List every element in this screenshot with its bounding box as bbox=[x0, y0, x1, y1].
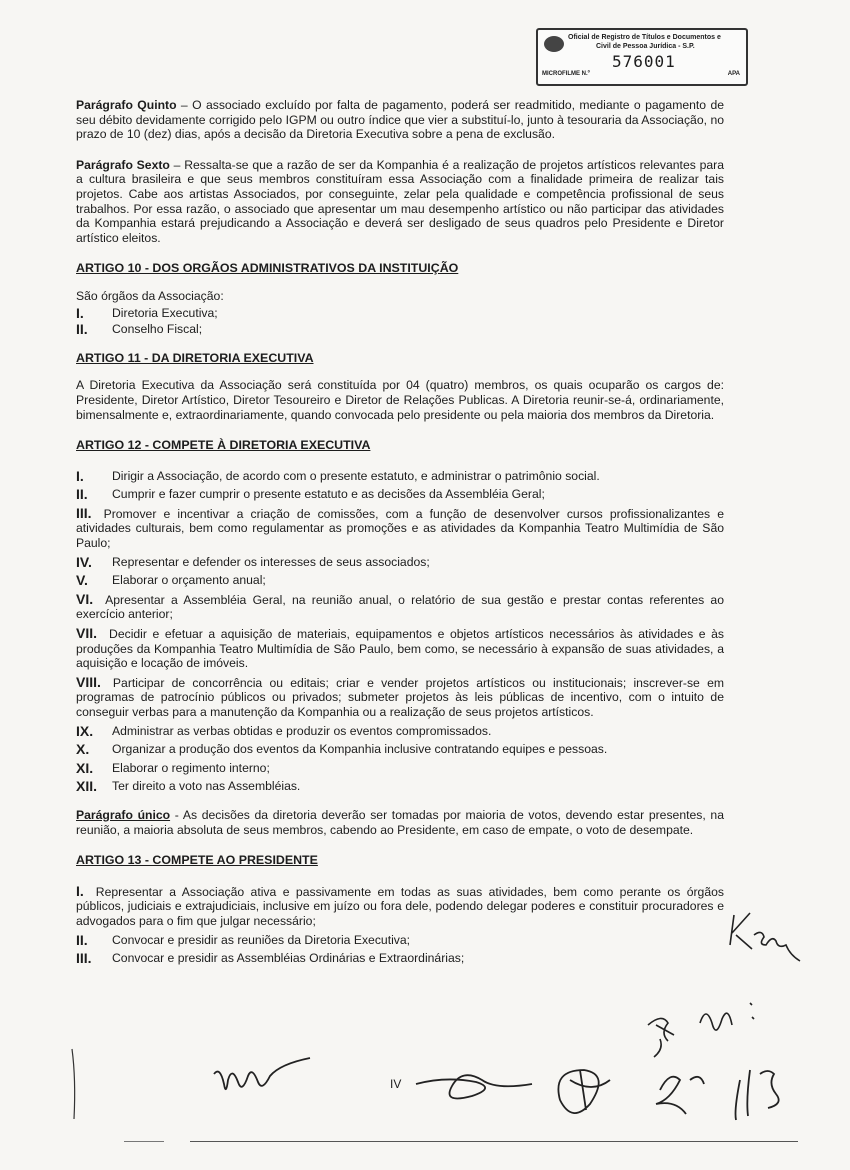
item-number: XII. bbox=[76, 778, 98, 795]
footer-rule bbox=[190, 1141, 798, 1142]
stamp-apa: APA bbox=[727, 71, 740, 77]
item-text: Participar de concorrência ou editais; criar e vender projetos artísticos ou institucionais; inscrever-se em programas de patrocínio públicos ou privados; submeter projetos às leis públicas de incentivo, com o intuito de conseguir verbas para a manutenção da Kompanhia ou a realização de seus projetos artísticos. bbox=[76, 675, 724, 719]
article-10-heading: ARTIGO 10 - DOS ORGÃOS ADMINISTRATIVOS DA INSTITUIÇÃO bbox=[76, 261, 459, 276]
footer-rule-left bbox=[124, 1141, 164, 1142]
list-item bbox=[76, 322, 724, 337]
document-body bbox=[76, 98, 724, 970]
margin-initial-signature bbox=[722, 905, 812, 975]
list-item bbox=[76, 675, 724, 720]
paragraph-lead: Parágrafo único bbox=[76, 807, 171, 822]
margin-mark-left bbox=[60, 1045, 90, 1135]
paragraph-lead: Parágrafo Sexto bbox=[76, 157, 170, 172]
list-item bbox=[76, 951, 724, 966]
paragraph-unico bbox=[76, 808, 724, 837]
article-11-heading: ARTIGO 11 - DA DIRETORIA EXECUTIVA bbox=[76, 350, 314, 365]
item-text: Diretoria Executiva; bbox=[112, 305, 218, 320]
list-item bbox=[76, 884, 724, 929]
registry-stamp bbox=[536, 28, 748, 86]
list-item bbox=[76, 306, 724, 321]
list-item bbox=[76, 592, 724, 622]
stamp-number: 576001 bbox=[612, 52, 676, 71]
item-number: X. bbox=[76, 741, 90, 758]
list-item bbox=[76, 573, 724, 588]
item-text: Cumprir e fazer cumprir o presente estatuto e as decisões da Assembléia Geral; bbox=[112, 487, 545, 502]
paragraph-lead: Parágrafo Quinto bbox=[76, 98, 177, 112]
item-number: III. bbox=[76, 950, 92, 967]
list-item-number-iv: IV bbox=[390, 1077, 402, 1091]
item-number: IX. bbox=[76, 722, 94, 739]
item-text: Representar a Associação ativa e passivamente em todas as suas atividades, bem como perante os órgãos públicos, judiciais e extrajudiciais, inclusive em juízo ou fora dele, podendo delegar poderes e constituir procuradores e advogados para o fim que julgar necessário; bbox=[76, 884, 724, 928]
article-12-heading: ARTIGO 12 - COMPETE À DIRETORIA EXECUTIVA bbox=[76, 438, 371, 453]
item-number: VII. bbox=[76, 625, 98, 642]
item-number: VI. bbox=[76, 590, 94, 607]
paragraph-quinto bbox=[76, 98, 724, 142]
item-text: Conselho Fiscal; bbox=[112, 322, 203, 337]
item-number: II. bbox=[76, 486, 88, 503]
item-number: IV. bbox=[76, 553, 92, 570]
article-10-intro: São órgãos da Associação: bbox=[76, 288, 224, 303]
list-item bbox=[76, 742, 724, 757]
list-item bbox=[76, 469, 724, 484]
article-13-heading: ARTIGO 13 - COMPETE AO PRESIDENTE bbox=[76, 853, 318, 868]
paragraph-sexto bbox=[76, 158, 724, 246]
item-text: Ter direito a voto nas Assembléias. bbox=[112, 779, 301, 794]
stamp-line2: Civil de Pessoa Jurídica - S.P. bbox=[596, 43, 695, 50]
list-item bbox=[76, 555, 724, 570]
list-item bbox=[76, 506, 724, 551]
item-text: Promover e incentivar a criação de comissões, com a função de desenvolver cursos profissionalizantes e atividades culturais, bem como regulamentar as promoções e as atividades da Kompanhia Teatro Multimídia de São Paulo; bbox=[76, 506, 724, 551]
item-number: I. bbox=[76, 882, 84, 899]
item-number: I. bbox=[76, 304, 84, 321]
registry-logo-icon bbox=[544, 36, 564, 52]
item-text: Dirigir a Associação, de acordo com o presente estatuto, e administrar o patrimônio social. bbox=[112, 468, 600, 483]
item-number: II. bbox=[76, 321, 88, 338]
list-item bbox=[76, 761, 724, 776]
list-item bbox=[76, 724, 724, 739]
item-number: VIII. bbox=[76, 673, 101, 690]
list-item bbox=[76, 779, 724, 794]
signature-2 bbox=[410, 1060, 540, 1110]
item-number: XI. bbox=[76, 759, 94, 776]
signature-1 bbox=[200, 1052, 330, 1112]
stamp-line1: Oficial de Registro de Títulos e Documentos e bbox=[568, 34, 721, 41]
item-text: Convocar e presidir as reuniões da Diretoria Executiva; bbox=[112, 932, 411, 947]
item-number: I. bbox=[76, 467, 84, 484]
item-text: Elaborar o regimento interno; bbox=[112, 760, 270, 775]
list-item bbox=[76, 933, 724, 948]
item-text: Representar e defender os interesses de seus associados; bbox=[112, 554, 430, 569]
item-number: III. bbox=[76, 504, 92, 521]
paragraph-text: - As decisões da diretoria deverão ser tomadas por maioria de votos, devendo estar presentes, na reunião, a maioria absoluta de seus membros, cabendo ao Presidente, em caso de empate, o voto de desempate. bbox=[76, 807, 724, 837]
item-text: Decidir e efetuar a aquisição de materiais, equipamentos e objetos artísticos necessários às atividades e às produções da Kompanhia Teatro Multimídia de São Paulo, bem como, se necessário à expansão de suas atividades, a aquisição e locação de imóveis. bbox=[76, 627, 724, 671]
item-text: Elaborar o orçamento anual; bbox=[112, 573, 266, 588]
list-item bbox=[76, 626, 724, 671]
item-text: Convocar e presidir as Assembléias Ordinárias e Extraordinárias; bbox=[112, 951, 465, 966]
stamp-microfilm: MICROFILME N.º bbox=[542, 71, 590, 77]
item-text: Organizar a produção dos eventos da Kompanhia inclusive contratando equipes e pessoas. bbox=[112, 742, 608, 757]
item-number: V. bbox=[76, 572, 88, 589]
signature-3 bbox=[540, 1040, 800, 1130]
item-text: Administrar as verbas obtidas e produzir os eventos compromissados. bbox=[112, 723, 492, 738]
item-text: Apresentar a Assembléia Geral, na reunião anual, o relatório de sua gestão e prestar contas referentes ao exercício anterior; bbox=[76, 592, 724, 622]
item-number: II. bbox=[76, 931, 88, 948]
paragraph-text: – Ressalta-se que a razão de ser da Kompanhia é a realização de projetos artísticos relevantes para a cultura brasileira e que seus membros constituíram essa Associação com a finalidade primeira de realizar tais projetos. Cabe aos artistas Associados, por conseguinte, zelar pela qualidade e competência profissional de seus trabalhos. Por essa razão, o associado que apresentar um mau desempenho artístico ou não participar das atividades da Kompanhia estará prejudicando a Associação e deverá ser desligado de seus quadros pelo Presidente e Diretor artístico eleitos. bbox=[76, 157, 724, 245]
list-item bbox=[76, 487, 724, 502]
paragraph-text: – O associado excluído por falta de pagamento, poderá ser readmitido, mediante o pagamento de seu débito devidamente corrigido pelo IGPM ou outro índice que vier a substituí-lo, junto à tesouraria da Associação, no prazo de 10 (dez) dias, após a decisão da Diretoria Executiva sobre a pena de exclusão. bbox=[76, 98, 724, 142]
article-11-text: A Diretoria Executiva da Associação será constituída por 04 (quatro) membros, os quais ocuparão os cargos de: Presidente, Diretor Artístico, Diretor Tesoureiro e Diretor de Relações Publicas. A Diretoria reunir-se-á, ordinariamente, bimensalmente e, extraordinariamente, quando convocada pelo presidente ou pela maioria dos membros da Diretoria. bbox=[76, 378, 724, 422]
